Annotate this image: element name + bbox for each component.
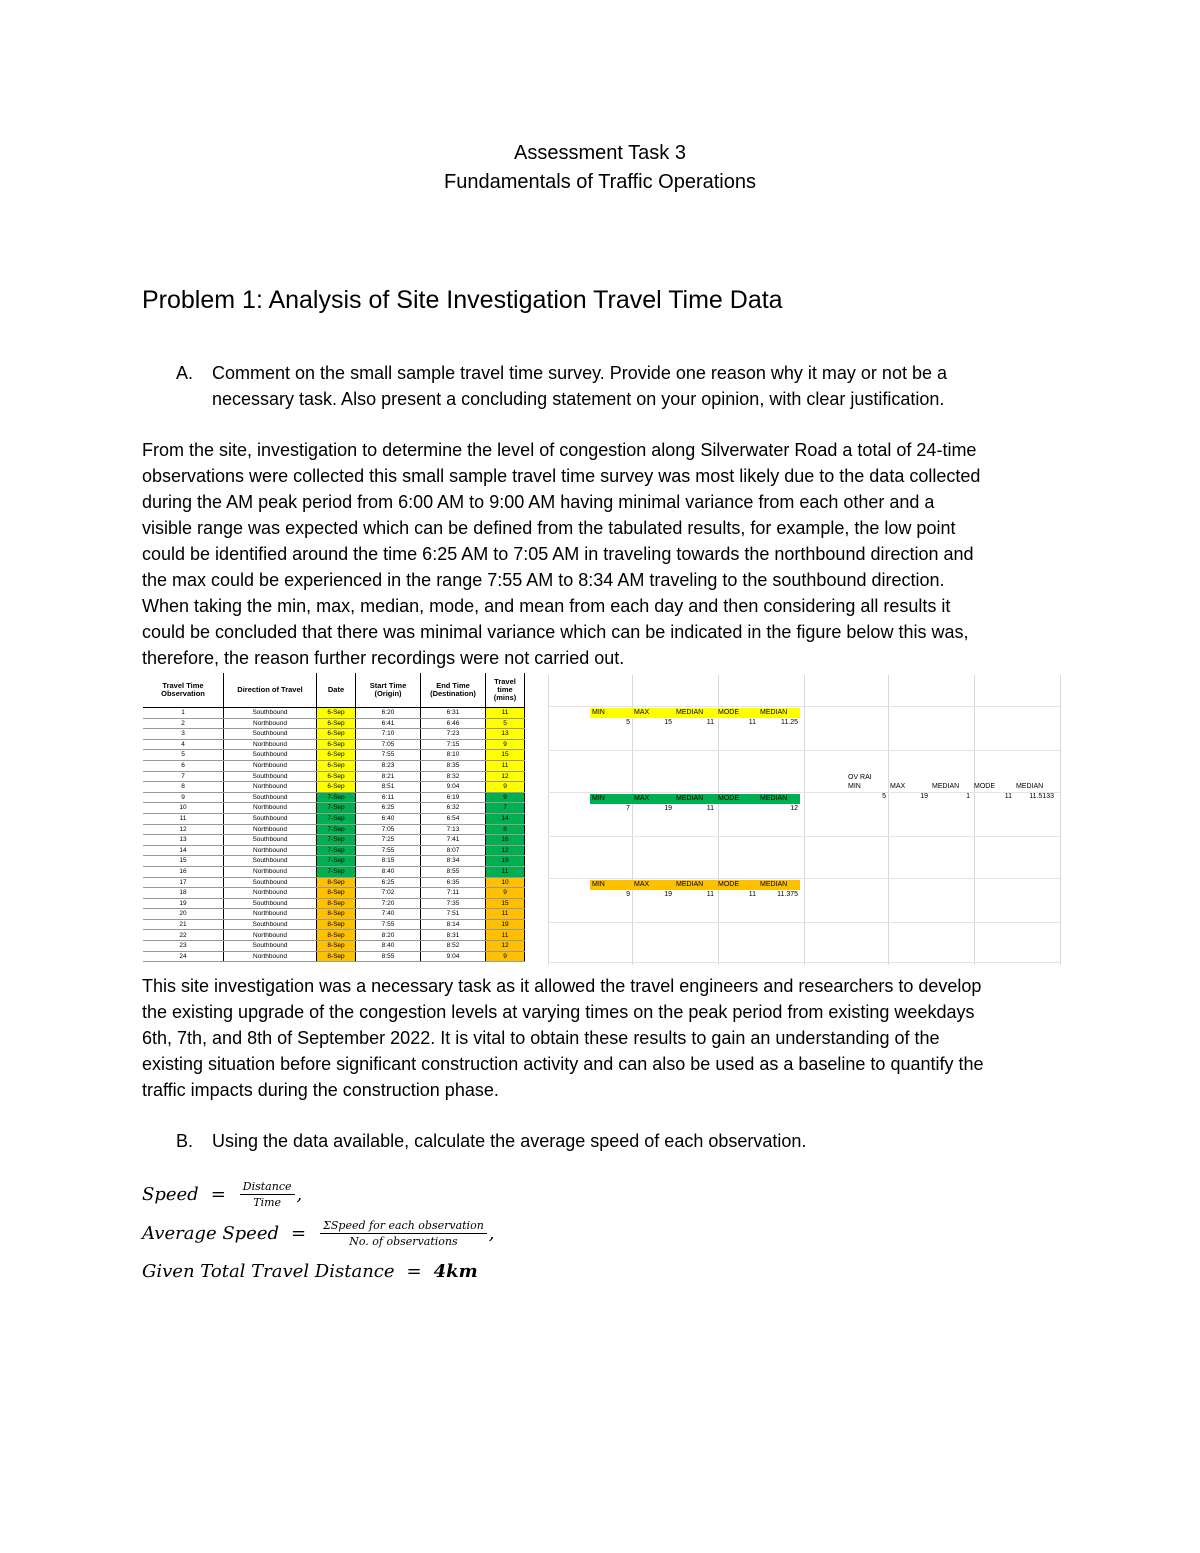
cell-observation: 13	[143, 835, 224, 846]
stats-overall	[846, 773, 1056, 802]
cell-start-time: 6:20	[356, 708, 421, 719]
cell-travel-time: 19	[486, 856, 525, 867]
numerator: ΣSpeed for each observation	[320, 1219, 487, 1234]
cell-observation: 4	[143, 739, 224, 750]
stats-value-row	[590, 718, 800, 728]
cell-observation: 22	[143, 930, 224, 941]
overall-note: OV RAI	[848, 774, 872, 781]
cell-end-time: 8:35	[421, 760, 486, 771]
cell-date: 7-Sep	[317, 792, 356, 803]
comma: ,	[488, 1223, 495, 1244]
cell-observation: 18	[143, 888, 224, 899]
cell-direction: Northbound	[224, 824, 317, 835]
cell-travel-time: 16	[486, 835, 525, 846]
table-row	[143, 792, 525, 803]
stats-header-row	[846, 782, 1056, 792]
cell-direction: Northbound	[224, 718, 317, 729]
stat-value: 5	[882, 793, 886, 800]
cell-date: 6-Sep	[317, 771, 356, 782]
cell-travel-time: 9	[486, 739, 525, 750]
cell-end-time: 6:35	[421, 877, 486, 888]
cell-end-time: 8:34	[421, 856, 486, 867]
cell-travel-time: 15	[486, 898, 525, 909]
cell-start-time: 6:25	[356, 877, 421, 888]
cell-observation: 5	[143, 750, 224, 761]
stat-label: MEDIAN	[1016, 783, 1044, 790]
cell-direction: Northbound	[224, 909, 317, 920]
paragraph-line: therefore, the reason further recordings were not carried out.	[142, 648, 625, 668]
cell-date: 7-Sep	[317, 845, 356, 856]
cell-start-time: 7:02	[356, 888, 421, 899]
cell-travel-time: 8	[486, 824, 525, 835]
stat-value: 9	[626, 891, 630, 898]
table-row	[143, 941, 525, 952]
cell-end-time: 9:04	[421, 782, 486, 793]
cell-travel-time: 14	[486, 813, 525, 824]
stat-label: MIN	[592, 881, 605, 888]
cell-end-time: 7:23	[421, 729, 486, 740]
table-row	[143, 739, 525, 750]
stats-header-row	[590, 880, 800, 890]
cell-date: 7-Sep	[317, 824, 356, 835]
cell-start-time: 8:23	[356, 760, 421, 771]
formula-rhs: 4km	[433, 1261, 478, 1282]
cell-end-time: 8:32	[421, 771, 486, 782]
paragraph-line: visible range was expected which can be defined from the tabulated results, for example, the low point	[142, 518, 956, 538]
cell-date: 6-Sep	[317, 750, 356, 761]
cell-date: 7-Sep	[317, 835, 356, 846]
cell-end-time: 8:07	[421, 845, 486, 856]
document-subtitle: Fundamentals of Traffic Operations	[443, 171, 756, 193]
stat-value: 12	[790, 805, 798, 812]
cell-start-time: 7:55	[356, 750, 421, 761]
col-header-direction: Direction of Travel	[224, 673, 317, 708]
cell-direction: Northbound	[224, 782, 317, 793]
cell-end-time: 6:54	[421, 813, 486, 824]
cell-start-time: 7:20	[356, 898, 421, 909]
equals-sign: =	[291, 1223, 307, 1244]
cell-start-time: 8:55	[356, 951, 421, 962]
paragraph-analysis	[142, 437, 1072, 671]
cell-date: 7-Sep	[317, 803, 356, 814]
stats-day-8-sep	[590, 880, 800, 900]
paragraph-justification	[142, 973, 1072, 1103]
table-row	[143, 856, 525, 867]
table-row	[143, 708, 525, 719]
stat-label: MAX	[634, 709, 650, 716]
travel-time-table	[143, 673, 525, 962]
cell-direction: Northbound	[224, 888, 317, 899]
cell-date: 8-Sep	[317, 888, 356, 899]
table-row	[143, 845, 525, 856]
table-row	[143, 919, 525, 930]
stat-label: MODE	[718, 795, 739, 802]
cell-start-time: 7:55	[356, 845, 421, 856]
cell-start-time: 6:41	[356, 718, 421, 729]
cell-date: 7-Sep	[317, 866, 356, 877]
cell-start-time: 8:40	[356, 866, 421, 877]
table-row	[143, 782, 525, 793]
cell-direction: Southbound	[224, 792, 317, 803]
paragraph-line: This site investigation was a necessary task as it allowed the travel engineers and researchers to develop	[142, 976, 982, 996]
cell-observation: 3	[143, 729, 224, 740]
cell-direction: Southbound	[224, 835, 317, 846]
cell-observation: 12	[143, 824, 224, 835]
document-title: Assessment Task 3	[514, 142, 686, 164]
stat-value: 19	[664, 891, 672, 898]
cell-direction: Southbound	[224, 941, 317, 952]
col-header-end-time: End Time (Destination)	[421, 673, 486, 708]
cell-date: 7-Sep	[317, 856, 356, 867]
cell-direction: Southbound	[224, 771, 317, 782]
cell-travel-time: 11	[486, 930, 525, 941]
table-row	[143, 824, 525, 835]
question-b	[142, 1128, 1062, 1154]
stat-label: MEDIAN	[760, 709, 788, 716]
problem-heading: Problem 1: Analysis of Site Investigation Travel Time Data	[142, 286, 783, 314]
cell-direction: Southbound	[224, 813, 317, 824]
stat-value: 7	[626, 805, 630, 812]
table-body	[143, 708, 525, 962]
cell-start-time: 7:05	[356, 739, 421, 750]
cell-end-time: 8:14	[421, 919, 486, 930]
cell-start-time: 6:11	[356, 792, 421, 803]
cell-observation: 9	[143, 792, 224, 803]
cell-observation: 2	[143, 718, 224, 729]
equals-sign: =	[210, 1184, 226, 1205]
formula-total-distance	[142, 1261, 478, 1282]
formula-lhs: Speed	[142, 1184, 199, 1205]
stat-label: MIN	[592, 795, 605, 802]
stat-label: MAX	[634, 795, 650, 802]
stat-value: 11	[748, 891, 756, 898]
table-row	[143, 813, 525, 824]
cell-observation: 19	[143, 898, 224, 909]
question-b-text: Using the data available, calculate the average speed of each observation.	[212, 1131, 807, 1151]
cell-start-time: 8:21	[356, 771, 421, 782]
formula-lhs: Average Speed	[142, 1223, 280, 1244]
cell-observation: 15	[143, 856, 224, 867]
cell-start-time: 6:25	[356, 803, 421, 814]
table-row	[143, 729, 525, 740]
stat-value: 19	[664, 805, 672, 812]
cell-travel-time: 9	[486, 792, 525, 803]
cell-direction: Southbound	[224, 750, 317, 761]
table-row	[143, 718, 525, 729]
cell-observation: 17	[143, 877, 224, 888]
cell-start-time: 7:10	[356, 729, 421, 740]
cell-end-time: 6:19	[421, 792, 486, 803]
stat-value: 11.25	[781, 719, 798, 726]
paragraph-line: 6th, 7th, and 8th of September 2022. It is vital to obtain these results to gain an understanding of the	[142, 1028, 940, 1048]
cell-direction: Southbound	[224, 877, 317, 888]
stat-label: MODE	[718, 709, 739, 716]
stat-label: MEDIAN	[676, 881, 704, 888]
cell-travel-time: 9	[486, 951, 525, 962]
paragraph-line: the max could be experienced in the range 7:55 AM to 8:34 AM traveling to the southbound direction.	[142, 570, 945, 590]
fraction	[240, 1180, 295, 1209]
stat-label: MODE	[974, 783, 995, 790]
stat-value: 11.5133	[1029, 793, 1054, 800]
cell-travel-time: 7	[486, 803, 525, 814]
cell-travel-time: 11	[486, 909, 525, 920]
cell-observation: 24	[143, 951, 224, 962]
paragraph-line: the existing upgrade of the congestion levels at varying times on the peak period from existing weekdays	[142, 1002, 975, 1022]
cell-observation: 11	[143, 813, 224, 824]
col-header-start-time: Start Time (Origin)	[356, 673, 421, 708]
stats-day-7-sep	[590, 794, 800, 814]
question-b-label: B.	[176, 1131, 194, 1151]
stat-label: MAX	[634, 881, 650, 888]
cell-end-time: 7:41	[421, 835, 486, 846]
cell-start-time: 8:40	[356, 941, 421, 952]
table-row	[143, 750, 525, 761]
cell-date: 6-Sep	[317, 729, 356, 740]
cell-start-time: 8:15	[356, 856, 421, 867]
cell-date: 8-Sep	[317, 898, 356, 909]
cell-end-time: 7:15	[421, 739, 486, 750]
table-header-row	[143, 673, 525, 708]
cell-travel-time: 13	[486, 729, 525, 740]
cell-end-time: 8:55	[421, 866, 486, 877]
cell-start-time: 7:25	[356, 835, 421, 846]
cell-end-time: 8:52	[421, 941, 486, 952]
question-a-line: necessary task. Also present a concluding statement on your opinion, with clear justification.	[212, 389, 945, 409]
cell-direction: Southbound	[224, 708, 317, 719]
cell-end-time: 6:46	[421, 718, 486, 729]
cell-observation: 21	[143, 919, 224, 930]
question-a-label: A.	[176, 363, 194, 383]
cell-direction: Northbound	[224, 930, 317, 941]
stat-value: 15	[664, 719, 672, 726]
stat-value: 5	[626, 719, 630, 726]
cell-end-time: 7:35	[421, 898, 486, 909]
cell-travel-time: 11	[486, 760, 525, 771]
cell-direction: Northbound	[224, 739, 317, 750]
stats-value-row	[590, 890, 800, 900]
fraction	[320, 1219, 487, 1248]
paragraph-line: observations were collected this small sample travel time survey was most likely due to the data collected	[142, 466, 981, 486]
table-row	[143, 930, 525, 941]
stat-label: MIN	[592, 709, 605, 716]
stat-value: 11	[706, 891, 714, 898]
stat-value: 19	[920, 793, 928, 800]
question-a-line: Comment on the small sample travel time survey. Provide one reason why it may or not be a	[212, 363, 947, 383]
cell-travel-time: 10	[486, 877, 525, 888]
cell-end-time: 8:10	[421, 750, 486, 761]
question-a	[142, 360, 1062, 412]
table-row	[143, 803, 525, 814]
cell-direction: Northbound	[224, 760, 317, 771]
stat-value: 1	[966, 793, 970, 800]
cell-end-time: 9:04	[421, 951, 486, 962]
cell-start-time: 8:20	[356, 930, 421, 941]
cell-travel-time: 11	[486, 708, 525, 719]
cell-date: 6-Sep	[317, 782, 356, 793]
cell-observation: 8	[143, 782, 224, 793]
cell-date: 6-Sep	[317, 718, 356, 729]
stat-label: MEDIAN	[676, 709, 704, 716]
cell-observation: 6	[143, 760, 224, 771]
denominator: Time	[253, 1196, 282, 1209]
cell-direction: Northbound	[224, 951, 317, 962]
cell-direction: Northbound	[224, 803, 317, 814]
stat-label: MEDIAN	[932, 783, 960, 790]
stat-value: 11	[1004, 793, 1012, 800]
paragraph-line: could be concluded that there was minimal variance which can be indicated in the figure below this was,	[142, 622, 969, 642]
stat-label: MEDIAN	[760, 881, 788, 888]
paragraph-line: When taking the min, max, median, mode, and mean from each day and then considering all results it	[142, 596, 951, 616]
cell-date: 8-Sep	[317, 877, 356, 888]
denominator: No. of observations	[349, 1235, 458, 1248]
stat-label: MIN	[848, 783, 861, 790]
cell-travel-time: 9	[486, 888, 525, 899]
stats-header-row	[590, 708, 800, 718]
table-row	[143, 898, 525, 909]
cell-direction: Southbound	[224, 919, 317, 930]
cell-travel-time: 15	[486, 750, 525, 761]
table-row	[143, 909, 525, 920]
table-row	[143, 951, 525, 962]
stat-value: 11	[706, 719, 714, 726]
cell-travel-time: 19	[486, 919, 525, 930]
paragraph-line: existing situation before significant construction activity and can also be used as a baseline to quantify the	[142, 1054, 984, 1074]
table-row	[143, 888, 525, 899]
col-header-date: Date	[317, 673, 356, 708]
paragraph-line: during the AM peak period from 6:00 AM to 9:00 AM having minimal variance from each other and a	[142, 492, 935, 512]
table-row	[143, 760, 525, 771]
stat-label: MODE	[718, 881, 739, 888]
cell-observation: 1	[143, 708, 224, 719]
cell-start-time: 8:51	[356, 782, 421, 793]
stats-header-row	[590, 794, 800, 804]
cell-direction: Southbound	[224, 898, 317, 909]
cell-observation: 16	[143, 866, 224, 877]
equals-sign: =	[406, 1261, 422, 1282]
stat-label: MAX	[890, 783, 906, 790]
stat-value	[716, 804, 758, 814]
cell-direction: Northbound	[224, 845, 317, 856]
cell-observation: 10	[143, 803, 224, 814]
cell-end-time: 6:32	[421, 803, 486, 814]
formula-lhs: Given Total Travel Distance	[142, 1261, 395, 1282]
cell-date: 6-Sep	[317, 708, 356, 719]
cell-date: 8-Sep	[317, 919, 356, 930]
cell-date: 7-Sep	[317, 813, 356, 824]
cell-observation: 23	[143, 941, 224, 952]
cell-travel-time: 12	[486, 845, 525, 856]
table-row	[143, 835, 525, 846]
stat-value: 11	[706, 805, 714, 812]
paragraph-line: could be identified around the time 6:25 AM to 7:05 AM in traveling towards the northbound direction and	[142, 544, 974, 564]
col-header-observation: Travel Time Observation	[143, 673, 224, 708]
formula-average-speed	[142, 1219, 495, 1248]
cell-end-time: 7:51	[421, 909, 486, 920]
table-row	[143, 877, 525, 888]
table-row	[143, 771, 525, 782]
paragraph-line: traffic impacts during the construction phase.	[142, 1080, 499, 1100]
cell-end-time: 6:31	[421, 708, 486, 719]
cell-travel-time: 5	[486, 718, 525, 729]
stat-value: 11.375	[777, 891, 798, 898]
cell-date: 8-Sep	[317, 951, 356, 962]
cell-start-time: 6:40	[356, 813, 421, 824]
cell-end-time: 7:13	[421, 824, 486, 835]
cell-travel-time: 12	[486, 941, 525, 952]
cell-end-time: 7:11	[421, 888, 486, 899]
stats-day-6-sep	[590, 708, 800, 728]
cell-observation: 20	[143, 909, 224, 920]
col-header-travel-time: Travel time (mins)	[486, 673, 525, 708]
cell-date: 8-Sep	[317, 941, 356, 952]
cell-travel-time: 12	[486, 771, 525, 782]
cell-end-time: 8:31	[421, 930, 486, 941]
cell-travel-time: 9	[486, 782, 525, 793]
stats-value-row	[590, 804, 800, 814]
stat-label: MEDIAN	[676, 795, 704, 802]
formula-speed	[142, 1180, 302, 1209]
stats-value-row	[846, 792, 1056, 802]
cell-start-time: 7:55	[356, 919, 421, 930]
table-row	[143, 866, 525, 877]
cell-observation: 14	[143, 845, 224, 856]
stat-label: MEDIAN	[760, 795, 788, 802]
comma: ,	[296, 1184, 303, 1205]
paragraph-line: From the site, investigation to determine the level of congestion along Silverwater Road a total of 24-time	[142, 440, 977, 460]
cell-date: 8-Sep	[317, 930, 356, 941]
numerator: Distance	[240, 1180, 295, 1195]
cell-start-time: 7:40	[356, 909, 421, 920]
cell-observation: 7	[143, 771, 224, 782]
cell-travel-time: 11	[486, 866, 525, 877]
stat-value: 11	[748, 719, 756, 726]
cell-date: 6-Sep	[317, 739, 356, 750]
cell-start-time: 7:05	[356, 824, 421, 835]
cell-direction: Northbound	[224, 866, 317, 877]
cell-date: 8-Sep	[317, 909, 356, 920]
cell-date: 6-Sep	[317, 760, 356, 771]
cell-direction: Southbound	[224, 856, 317, 867]
cell-direction: Southbound	[224, 729, 317, 740]
